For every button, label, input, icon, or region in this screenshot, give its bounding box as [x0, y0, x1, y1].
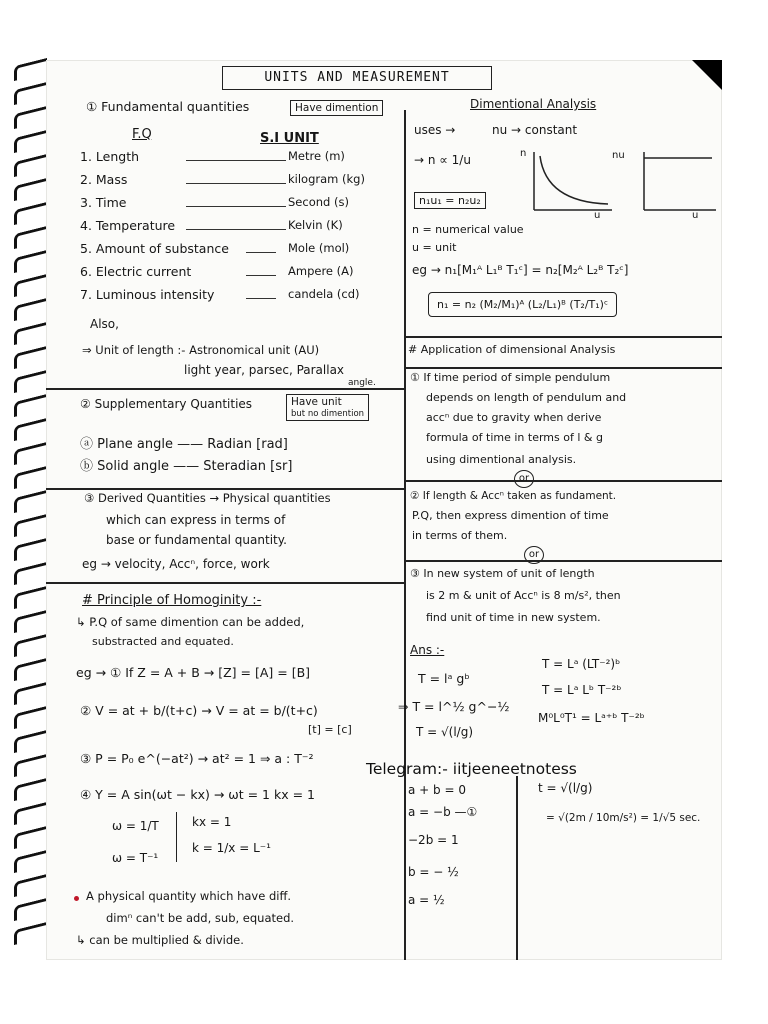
answer-line: T = lᵃ gᵇ [418, 671, 470, 686]
divider-line [404, 336, 722, 338]
fq-dash [246, 252, 276, 253]
fq-quantity: 1. Length [80, 149, 140, 164]
note-line: A physical quantity which have diff. [86, 889, 292, 903]
spiral-ring [14, 466, 47, 489]
spiral-ring [14, 226, 47, 249]
numerical-value: n = numerical value [412, 223, 524, 236]
spiral-ring [14, 154, 47, 177]
example-2b: [t] = [c] [308, 723, 352, 736]
application-line: is 2 m & unit of Accⁿ is 8 m/s², then [426, 589, 621, 602]
application-line: ② If length & Accⁿ taken as fundament. [410, 490, 617, 502]
time-line: t = √(l/g) [538, 781, 593, 795]
fq-quantity: 4. Temperature [80, 218, 176, 233]
spiral-ring [14, 418, 47, 441]
spiral-ring [14, 58, 47, 81]
solve-line: −2b = 1 [408, 833, 459, 847]
principle-line: substracted and equated. [92, 635, 234, 648]
dimension-equation: eg → n₁[M₁ᴬ L₁ᴮ T₁ᶜ] = n₂[M₂ᴬ L₂ᴮ T₂ᶜ] [412, 263, 629, 277]
fq-dash [186, 160, 286, 161]
unit-definition: u = unit [412, 241, 457, 254]
spiral-ring [14, 202, 47, 225]
example-3: ③ P = P₀ e^(−at²) → at² = 1 ⇒ a : T⁻² [80, 751, 314, 766]
fq-quantity: 2. Mass [80, 172, 128, 187]
example-1: eg → ① If Z = A + B → [Z] = [A] = [B] [76, 665, 311, 680]
derived-line: ③ Derived Quantities → Physical quantities [84, 491, 331, 505]
fq-unit: Mole (mol) [288, 241, 350, 255]
spiral-ring [14, 394, 47, 417]
graph2-x-label: u [692, 210, 699, 221]
fq-dash [246, 298, 276, 299]
spiral-ring [14, 850, 47, 873]
application-line: in terms of them. [412, 529, 508, 542]
divider-line [404, 560, 722, 562]
application-line: accⁿ due to gravity when derive [426, 411, 602, 424]
fq-quantity: 6. Electric current [80, 264, 192, 279]
spiral-ring [14, 610, 47, 633]
application-line: depends on length of pendulum and [426, 391, 627, 404]
answer-right-line: M⁰L⁰T¹ = Lᵃ⁺ᵇ T⁻²ᵇ [538, 711, 645, 725]
divider-line [46, 488, 404, 490]
boxed-equation-2: n₁ = n₂ (M₂/M₁)ᴬ (L₂/L₁)ᴮ (T₂/T₁)ᶜ [428, 292, 617, 317]
supplementary-box [286, 394, 369, 421]
application-line: ③ In new system of unit of length [410, 567, 595, 580]
fq-unit: candela (cd) [288, 287, 360, 301]
divider-line [404, 480, 722, 482]
application-line: formula of time in terms of l & g [426, 431, 603, 444]
fq-unit: Kelvin (K) [288, 218, 343, 232]
col-fq: F.Q [132, 127, 152, 142]
divider-line [404, 367, 722, 369]
fq-unit: Ampere (A) [288, 264, 354, 278]
note-line: dimⁿ can't be add, sub, equated. [106, 911, 295, 925]
principle-line: ↳ P.Q of same dimention can be added, [76, 615, 305, 629]
page-title: UNITS AND MEASUREMENT [222, 66, 492, 90]
application-heading: # Application of dimensional Analysis [408, 343, 616, 356]
uses-label: uses → [414, 123, 456, 137]
application-line: using dimentional analysis. [426, 453, 577, 466]
spiral-ring [14, 490, 47, 513]
spiral-ring [14, 514, 47, 537]
spiral-ring [14, 442, 47, 465]
supplementary-box-line1: Have unit [291, 396, 342, 408]
spiral-ring [14, 274, 47, 297]
telegram-watermark: Telegram:- iitjeeneetnotess [366, 760, 577, 778]
note-line: ↳ can be multiplied & divide. [76, 933, 244, 947]
spiral-ring [14, 130, 47, 153]
unit-length-line: ⇒ Unit of length :- Astronomical unit (AU) [82, 343, 320, 357]
fq-unit: Metre (m) [288, 149, 345, 163]
example-4-omega: ω = 1/T [112, 819, 159, 833]
col-si: S.I UNIT [260, 131, 319, 146]
spiral-ring [14, 178, 47, 201]
time-line: = √(2m / 10m/s²) = 1/√5 sec. [546, 812, 701, 824]
solve-line: b = − ½ [408, 865, 459, 879]
constant-graph [636, 148, 720, 220]
spiral-ring [14, 106, 47, 129]
spiral-ring [14, 874, 47, 897]
spiral-ring [14, 898, 47, 921]
graph1-x-label: u [594, 210, 601, 221]
boxed-equation: n₁u₁ = n₂u₂ [414, 192, 486, 209]
n-proportional: → n ∝ 1/u [414, 153, 471, 167]
example-4-divider [176, 812, 177, 862]
unit-length-line2: light year, parsec, Parallax [184, 363, 345, 377]
notebook-page [46, 60, 722, 960]
spiral-ring [14, 250, 47, 273]
spiral-ring [14, 82, 47, 105]
divider-line [46, 582, 404, 584]
spiral-ring [14, 322, 47, 345]
derived-line: eg → velocity, Accⁿ, force, work [82, 557, 270, 571]
derived-line: base or fundamental quantity. [106, 533, 287, 547]
also-label: Also, [90, 317, 119, 331]
or-badge: or [524, 546, 544, 564]
solve-line: a + b = 0 [408, 783, 466, 797]
answer-line: T = √(l/g) [416, 725, 474, 739]
supp-row: ⓐ Plane angle —— Radian [rad] [80, 437, 288, 452]
nu-constant: nu → constant [492, 123, 578, 137]
example-4-k2: k = 1/x = L⁻¹ [192, 841, 271, 855]
spiral-ring [14, 682, 47, 705]
principle-heading: # Principle of Homoginity :- [82, 593, 262, 608]
spiral-ring [14, 754, 47, 777]
spiral-ring [14, 538, 47, 561]
application-line: P.Q, then express dimention of time [412, 509, 609, 522]
unit-length-line3: angle. [348, 378, 376, 388]
spiral-ring [14, 298, 47, 321]
column-divider [404, 110, 406, 960]
solve-line: a = −b —① [408, 805, 478, 819]
dimensional-heading: Dimentional Analysis [470, 97, 597, 111]
fq-dash [186, 183, 286, 184]
spiral-ring [14, 562, 47, 585]
answer-label: Ans :- [410, 643, 445, 657]
answer-right-line: T = Lᵃ Lᵇ T⁻²ᵇ [542, 683, 622, 697]
answer-right-line: T = Lᵃ (LT⁻²)ᵇ [542, 657, 621, 671]
example-4-omega2: ω = T⁻¹ [112, 851, 159, 865]
note-bullet [74, 896, 79, 901]
fq-quantity: 3. Time [80, 195, 127, 210]
spiral-ring [14, 778, 47, 801]
application-line: ① If time period of simple pendulum [410, 371, 611, 384]
notebook-spiral [14, 62, 48, 962]
spiral-ring [14, 922, 47, 945]
supp-row: ⓑ Solid angle —— Steradian [sr] [80, 459, 293, 474]
graph2-y-label: nu [612, 150, 625, 161]
answer-line: ⇒ T = l^½ g^−½ [398, 699, 510, 714]
fq-dash [186, 229, 286, 230]
example-4: ④ Y = A sin(ωt − kx) → ωt = 1 kx = 1 [80, 787, 315, 802]
fq-quantity: 5. Amount of substance [80, 241, 229, 256]
fundamental-box: Have dimention [290, 100, 383, 116]
fq-dash [246, 275, 276, 276]
fq-unit: Second (s) [288, 195, 349, 209]
spiral-ring [14, 802, 47, 825]
graph1-y-label: n [520, 148, 527, 159]
spiral-ring [14, 826, 47, 849]
page-corner [692, 60, 722, 90]
example-4-k: kx = 1 [192, 815, 232, 829]
spiral-ring [14, 730, 47, 753]
answer-divider [516, 776, 518, 960]
fq-quantity: 7. Luminous intensity [80, 287, 215, 302]
spiral-ring [14, 658, 47, 681]
or-badge: or [514, 470, 534, 488]
spiral-ring [14, 346, 47, 369]
derived-line: which can express in terms of [106, 513, 286, 527]
fq-unit: kilogram (kg) [288, 172, 365, 186]
supplementary-box-line2: but no dimention [291, 408, 365, 419]
fundamental-heading: ① Fundamental quantities [86, 99, 250, 114]
example-2: ② V = at + b/(t+c) → V = at = b/(t+c) [80, 703, 318, 718]
inverse-graph [526, 148, 616, 220]
graph-curve [540, 156, 608, 204]
solve-line: a = ½ [408, 893, 445, 907]
spiral-ring [14, 370, 47, 393]
spiral-ring [14, 586, 47, 609]
supplementary-heading: ② Supplementary Quantities [80, 397, 253, 411]
fq-dash [186, 206, 286, 207]
spiral-ring [14, 706, 47, 729]
spiral-ring [14, 634, 47, 657]
application-line: find unit of time in new system. [426, 611, 601, 624]
